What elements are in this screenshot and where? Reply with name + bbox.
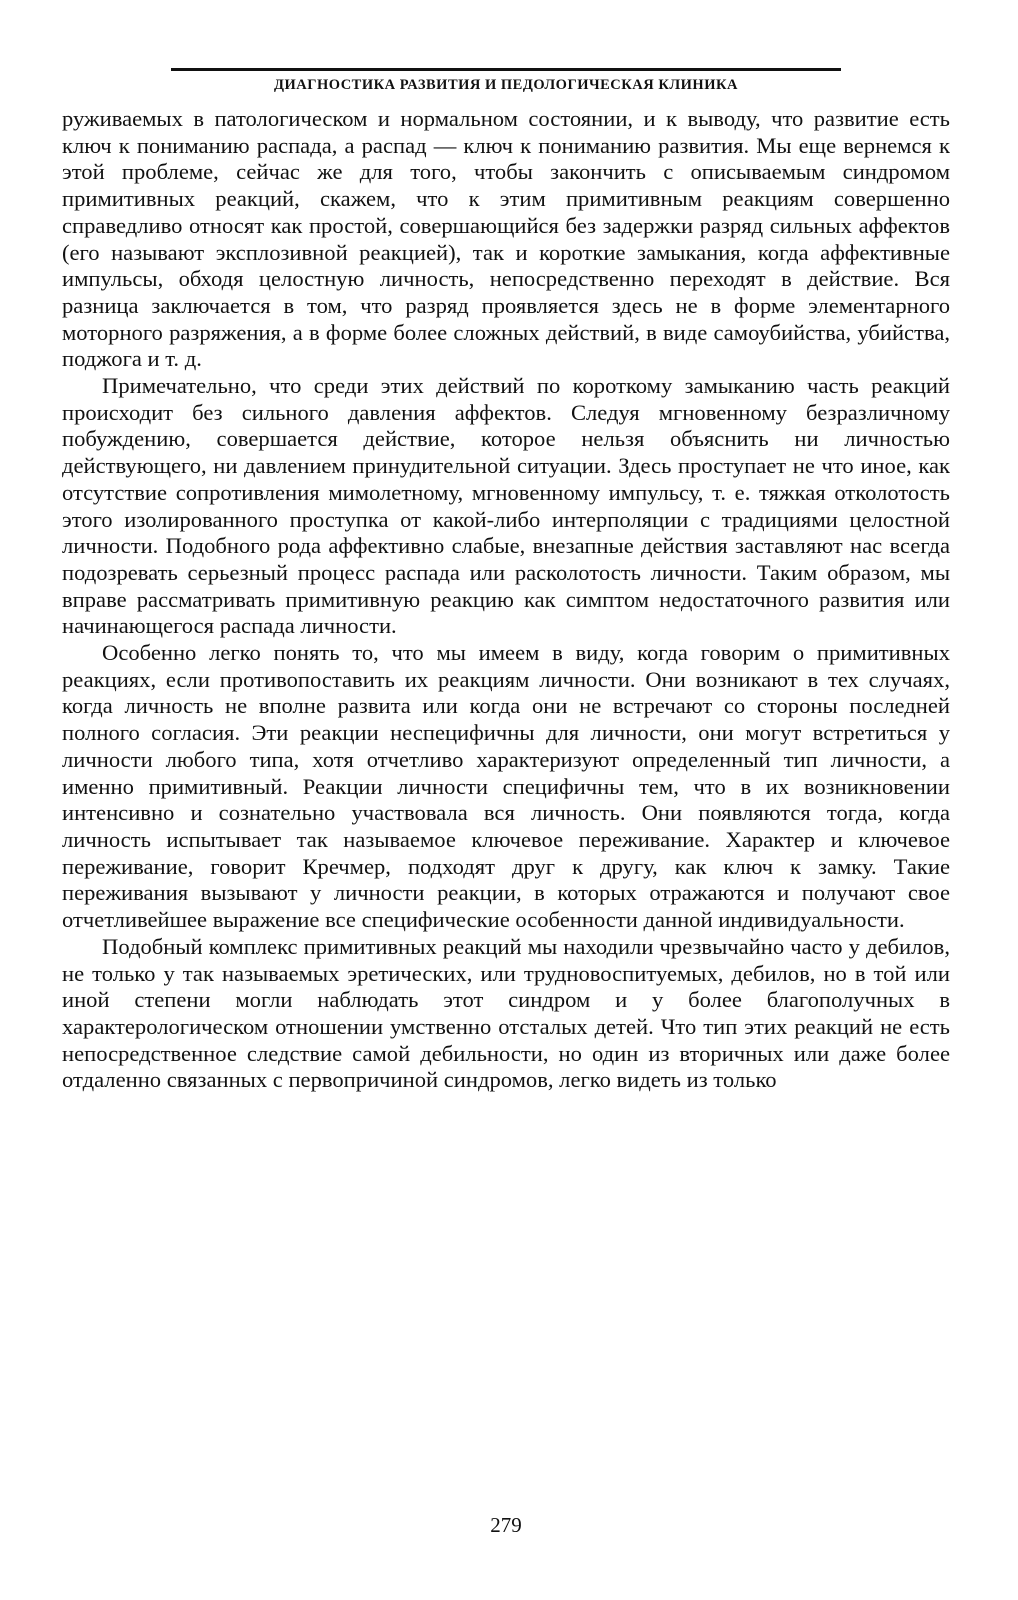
paragraph-1: руживаемых в патологическом и нормальном состоянии, и к выводу, что развитие есть ключ к пониманию распада, а распад — ключ к пониманию развития. Мы еще вернемся к этой проблеме, сейчас же для того, чтобы закончить с описываемым синдромом примитивных реакций, скажем, что к этим примитивным реакциям совершенно справедливо относят как простой, совершающийся без задержки разряд сильных аффектов (его называют эксплозивной реакцией), так и короткие замыкания, когда аффективные импульсы, обходя целостную личность, непосредственно переходят в действие. Вся разница заключается в том, что разряд проявляется здесь не в форме элементарного моторного разряжения, а в форме более сложных действий, в виде самоубийства, убийства, поджога и т. д. <box>62 106 950 372</box>
paragraph-2: Примечательно, что среди этих действий по короткому замыканию часть реакций происходит без сильного давления аффектов. Следуя мгновенному безразличному побуждению, совершается действие, которое нельзя объяснить ни личностью действующего, ни давлением принудительной ситуации. Здесь проступает не что иное, как отсутствие сопротивления мимолетному, мгновенному импульсу, т. е. тяжкая отколотость этого изолированного проступка от какой-либо интерполяции с традициями целостной личности. Подобного рода аффективно слабые, внезапные действия заставляют нас всегда подозревать серьезный процесс распада или расколотость личности. Таким образом, мы вправе рассматривать примитивную реакцию как симптом недостаточного развития или начинающегося распада личности. <box>62 373 950 639</box>
book-page <box>62 68 950 1578</box>
paragraph-3: Особенно легко понять то, что мы имеем в виду, когда говорим о примитивных реакциях, если противопоставить их реакциям личности. Они возникают в тех случаях, когда личность не вполне развита или когда они не встречают со стороны последней полного согласия. Эти реакции неспецифичны для личности, они могут встретиться у личности любого типа, хотя отчетливо характеризуют определенный тип личности, а именно примитивный. Реакции личности специфичны тем, что в их возникновении интенсивно и сознательно участвовала вся личность. Они появляются тогда, когда личность испытывает так называемое ключевое переживание. Характер и ключевое переживание, говорит Кречмер, подходят друг к другу, как ключ к замку. Такие переживания вызывают у личности реакции, в которых отражаются и получают свое отчетливейшее выражение все специфические особенности данной индивидуальности. <box>62 640 950 933</box>
page-number: 279 <box>490 1513 522 1537</box>
paragraph-4: Подобный комплекс примитивных реакций мы находили чрезвычайно часто у дебилов, не только у так называемых эретических, или трудновоспитуемых, дебилов, но в той или иной степени могли наблюдать этот синдром и у более благополучных в характерологическом отношении умственно отсталых детей. Что тип этих реакций не есть непосредственное следствие самой дебильности, но один из вторичных или даже более отдаленно связанных с первопричиной синдромов, легко видеть из только <box>62 933 950 1093</box>
running-head: ДИАГНОСТИКА РАЗВИТИЯ И ПЕДОЛОГИЧЕСКАЯ КЛИНИКА <box>274 77 738 93</box>
body-text <box>62 106 950 1094</box>
header-rule <box>171 68 841 71</box>
